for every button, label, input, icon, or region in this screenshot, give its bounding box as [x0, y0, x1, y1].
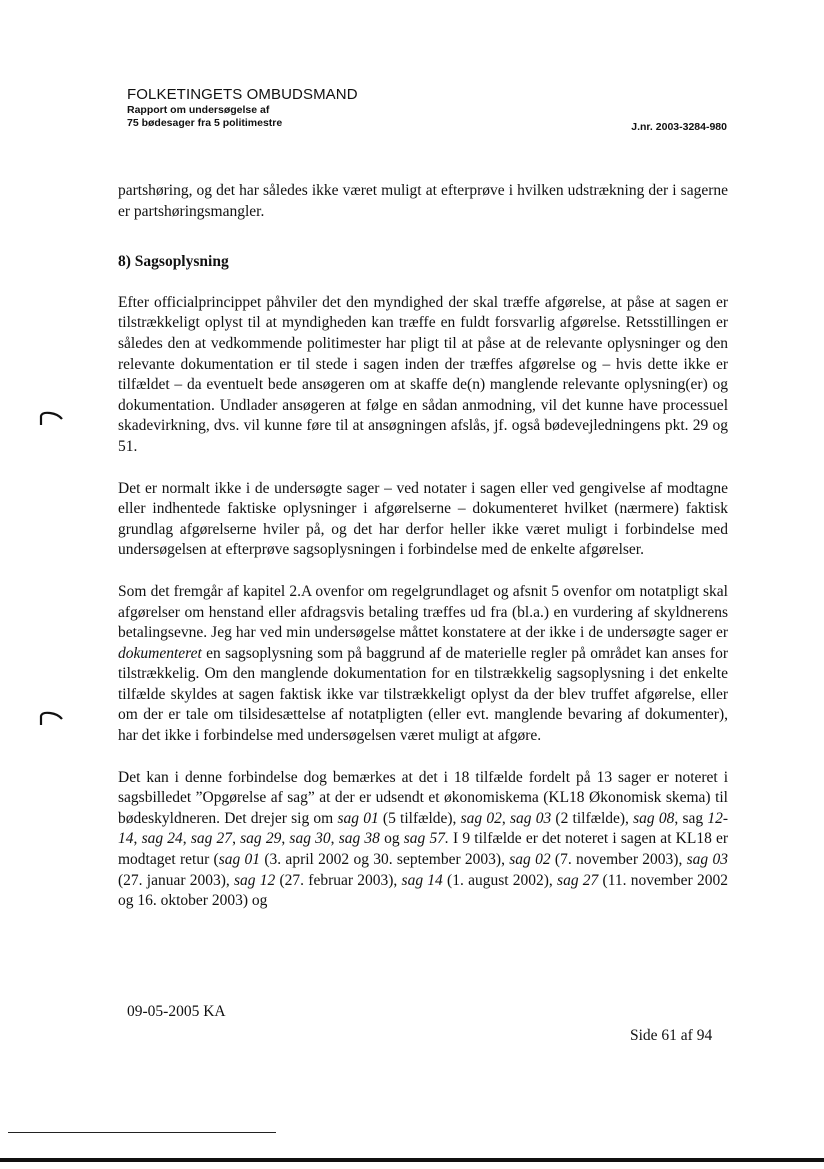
paragraph-notatpligt	[118, 582, 728, 747]
paragraph-okonomiskema-text: I 9 tilfælde er det noteret i sagen at KL18 er modtaget retur (	[118, 830, 729, 869]
paragraph-okonomiskema-text: ,	[232, 830, 241, 848]
paragraph-okonomiskema-text: og	[379, 830, 404, 848]
case-reference: sag 27	[190, 830, 233, 848]
case-reference: sag 14	[401, 871, 443, 889]
case-reference: sag 29	[240, 830, 282, 848]
paragraph-okonomiskema-text: Det kan i denne forbindelse dog bemærkes at det i 18 tilfælde fordelt på 13 sager er noteret i sagsbilledet ”Opgørelse af sag” at der er udsendt et økonomiskema (KL18 Økonomisk skema) til bødeskyldneren. Det drejer sig om	[118, 768, 728, 827]
document-header	[127, 86, 727, 133]
emphasis-dokumenteret: dokumenteret	[118, 644, 202, 662]
document-body	[118, 181, 728, 933]
paragraph-okonomiskema-text: (3. april 2002 og 30. september 2003),	[260, 851, 510, 869]
paragraph-okonomiskema-text: ,	[330, 830, 339, 848]
case-reference: sag 57.	[403, 830, 449, 848]
report-subtitle-line-1: Rapport om undersøgelse af	[127, 104, 270, 116]
paragraph-okonomiskema-text: (1. august 2002),	[442, 871, 558, 889]
paragraph-continued: partshøring, og det har således ikke været muligt at efterprøve i hvilken udstrækning der i sagerne er partshøringsmangler.	[118, 182, 728, 220]
paragraph-okonomiskema-text: (27. februar 2003),	[275, 871, 402, 889]
case-reference: sag 03	[686, 851, 728, 869]
journal-number: J.nr. 2003-3284-980	[631, 121, 727, 133]
case-reference: sag 38	[338, 830, 380, 848]
case-reference: sag 02	[460, 809, 502, 827]
footer-divider-short	[8, 1132, 276, 1133]
case-reference: sag 12	[234, 871, 276, 889]
paragraph-officialprincip: Efter officialprincippet påhviler det den myndighed der skal træffe afgørelse, at påse at sagen er tilstrækkeligt oplyst til at myndigheden kan træffe en fuldt forsvarlig afgørelse. Retsstillingen er således den at vedkommende politimester har pligt til at påse at de relevante oplysninger og den relevante dokumentation er til stede i sagen inden der træffes afgørelse og – hvis dette ikke er tilfældet – da eventuelt bede ansøgeren om at skaffe de(n) manglende relevante oplysning(er) og dokumentation. Undlader ansøgeren at følge en sådan anmodning, vil det kunne have processuel skadevirkning, dvs. vil kunne føre til at ansøgningen afslås, jf. også bødevejledningens pkt. 29 og 51.	[118, 293, 728, 455]
paragraph-okonomiskema-text: ,	[501, 809, 510, 827]
case-reference: sag 01	[337, 809, 379, 827]
case-reference: 12-14	[118, 809, 728, 848]
paragraph-okonomiskema-text: ,	[182, 830, 191, 848]
paragraph-okonomiskema-text: (11. november 2002 og 16. oktober 2003) og	[118, 871, 728, 910]
section-heading: 8) Sagsoplysning	[118, 253, 229, 271]
paragraph-notatpligt-part-2: en sagsoplysning som på baggrund af de materielle regler på området kan anses for tilstrækkelig. Om den manglende dokumentation for en tilstrækkelig sagsoplysning i det enkelte tilfælde skyldes at sagen faktisk ikke var tilstrækkeligt oplyst da der blev truffet afgørelse, eller om der er tale om tilsidesættelse af notatpligten (eller evt. manglende bevaring af dokumenter), har det ikke i forbindelse med undersøgelsen været muligt at afgøre.	[118, 644, 728, 745]
paragraph-okonomiskema-text: , sag	[674, 809, 708, 827]
case-reference: sag 30	[289, 830, 331, 848]
case-reference: sag 03	[509, 809, 552, 827]
paragraph-okonomiskema	[118, 768, 728, 912]
case-reference: sag 08	[633, 809, 675, 827]
paragraph-okonomiskema-text: (5 tilfælde),	[378, 809, 461, 827]
report-subtitle-line-2: 75 bødesager fra 5 politimestre	[127, 117, 283, 129]
case-reference: sag 27	[557, 871, 599, 889]
paragraph-documentation: Det er normalt ikke i de undersøgte sager – ved notater i sagen eller ved gengivelse af modtagne eller indhentede faktiske oplysninger i afgørelserne – dokumenteret hvilket (nærmere) faktisk grundlag afgørelserne hviler på, og det har derfor heller ikke været muligt i forbindelse med undersøgelsen at efterprøve sagsoplysningen i forbindelse med de enkelte afgørelser.	[118, 479, 728, 559]
page-bottom-rule	[0, 1158, 824, 1162]
page-number: Side 61 af 94	[630, 1027, 713, 1044]
paragraph-okonomiskema-text: ,	[133, 830, 142, 848]
margin-mark-icon	[38, 710, 64, 726]
footer-date: 09-05-2005 KA	[127, 1003, 226, 1020]
paragraph-notatpligt-part-1: Som det fremgår af kapitel 2.A ovenfor om regelgrundlaget og afsnit 5 ovenfor om notatpligt skal afgørelser om henstand eller afdragsvis betaling træffes ud fra (bl.a.) en vurdering af skyldnerens betalingsevne. Jeg har ved min undersøgelse måttet konstatere at der ikke i de undersøgte sager er	[118, 582, 728, 642]
paragraph-okonomiskema-text: (7. november 2003),	[550, 851, 687, 869]
case-reference: sag 02	[509, 851, 551, 869]
case-reference: sag 01	[218, 851, 261, 869]
case-reference: sag 24	[141, 830, 183, 848]
margin-mark-icon	[38, 410, 64, 426]
organization-name: FOLKETINGETS OMBUDSMAND	[127, 86, 358, 103]
paragraph-okonomiskema-text: (2 tilfælde),	[551, 809, 634, 827]
paragraph-okonomiskema-text: (27. januar 2003),	[118, 871, 235, 889]
paragraph-okonomiskema-text: ,	[281, 830, 290, 848]
